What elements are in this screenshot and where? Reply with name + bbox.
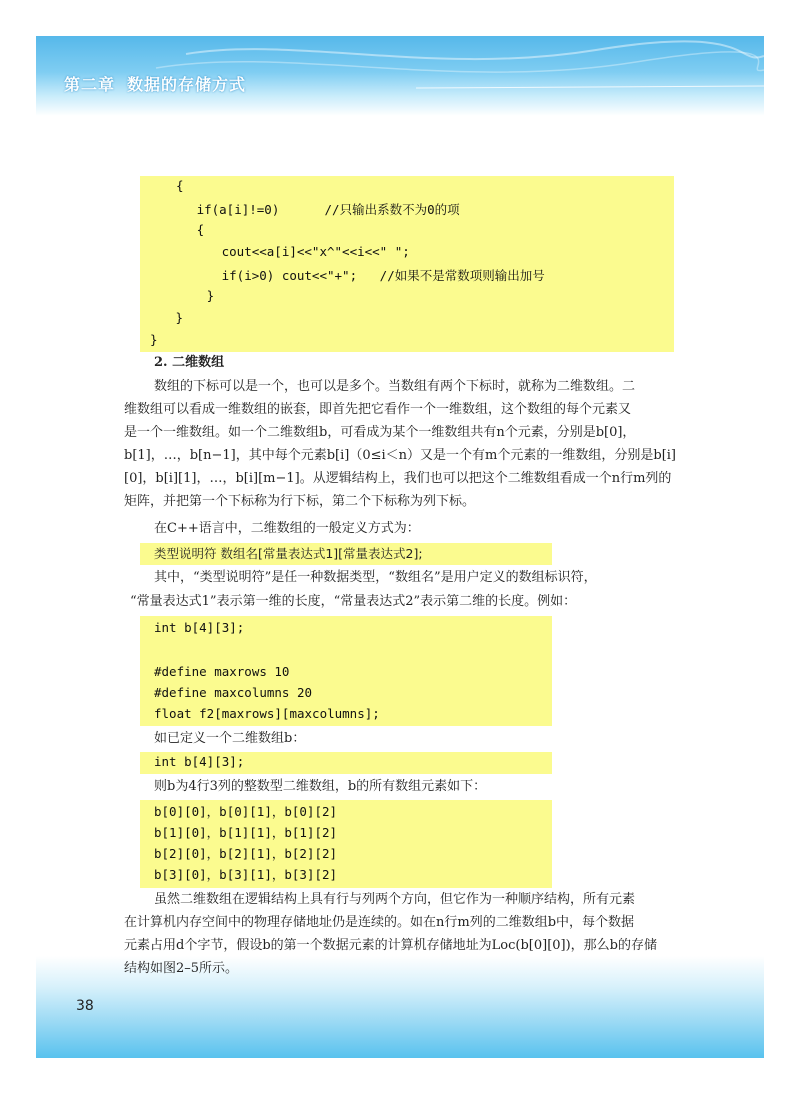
paragraph-line: 结构如图2–5所示。 <box>124 961 239 976</box>
paragraph-line: 矩阵，并把第一个下标称为行下标，第二个下标称为列下标。 <box>124 494 476 509</box>
section-heading: 2. 二维数组 <box>154 355 225 370</box>
chapter-number: 第二章 <box>64 75 116 94</box>
paragraph-line: [0]，b[i][1]，…，b[i][m−1]。从逻辑结构上，我们也可以把这个二维数组看成一个n行m列的 <box>124 471 672 486</box>
page-number: 38 <box>76 998 94 1014</box>
page <box>36 36 764 1058</box>
code-line: b[3][0]，b[3][1]，b[3][2] <box>154 867 338 882</box>
paragraph-line: 如已定义一个二维数组b： <box>154 731 306 746</box>
paragraph-line: 数组的下标可以是一个，也可以是多个。当数组有两个下标时，就称为二维数组。二 <box>154 379 636 394</box>
paragraph-line: b[1]，…，b[n−1]，其中每个元素b[i]（0≤i＜n）又是一个有m个元素的一维数组，分别是b[i] <box>124 448 677 463</box>
paragraph-line: 在计算机内存空间中的物理存储地址仍是连续的。如在n行m列的二维数组b中，每个数据 <box>124 915 635 930</box>
definition-syntax: 类型说明符 数组名[常量表达式1][常量表达式2]; <box>154 546 423 561</box>
chapter-title <box>64 72 246 95</box>
code-line: #define maxrows 10 <box>154 664 290 679</box>
code-line: if(i>0) cout<<"+"; //如果不是常数项则输出加号 <box>184 268 545 283</box>
code-line: } <box>150 332 158 347</box>
code-line: { <box>174 222 205 237</box>
paragraph-line: 维数组可以看成一维数组的嵌套，即首先把它看作一个一维数组，这个数组的每个元素又 <box>124 402 632 417</box>
paragraph-line: 是一个一维数组。如一个二维数组b，可看成为某个一维数组共有n个元素，分别是b[0]， <box>124 425 636 440</box>
code-line: cout<<a[i]<<"x^"<<i<<" "; <box>184 244 410 259</box>
code-line: b[0][0]，b[0][1]，b[0][2] <box>154 804 338 819</box>
code-line: } <box>184 288 215 303</box>
code-line: if(a[i]!=0) //只输出系数不为0的项 <box>174 202 460 217</box>
code-line: b[2][0]，b[2][1]，b[2][2] <box>154 846 338 861</box>
paragraph-line: 在C++语言中，二维数组的一般定义方式为： <box>154 521 420 536</box>
chapter-name: 数据的存储方式 <box>127 75 247 94</box>
paragraph-line: 则b为4行3列的整数型二维数组，b的所有数组元素如下： <box>154 779 487 794</box>
code-line: int b[4][3]; <box>154 620 245 635</box>
code-line: float f2[maxrows][maxcolumns]; <box>154 706 380 721</box>
code-line: int b[4][3]; <box>154 754 245 769</box>
code-line: } <box>168 310 184 325</box>
code-line: { <box>176 178 184 193</box>
code-line: b[1][0]，b[1][1]，b[1][2] <box>154 825 338 840</box>
paragraph-line: 虽然二维数组在逻辑结构上具有行与列两个方向，但它作为一种顺序结构，所有元素 <box>154 892 636 907</box>
paragraph-line: 其中，“类型说明符”是任一种数据类型，“数组名”是用户定义的数组标识符， <box>154 570 597 585</box>
paragraph-line: 元素占用d个字节，假设b的第一个数据元素的计算机存储地址为Loc(b[0][0])，那么b的存储 <box>124 938 658 953</box>
paragraph-line: “常量表达式1”表示第一维的长度，“常量表达式2”表示第二维的长度。例如： <box>130 594 577 609</box>
page-header-band <box>36 36 764 116</box>
code-line: #define maxcolumns 20 <box>154 685 313 700</box>
